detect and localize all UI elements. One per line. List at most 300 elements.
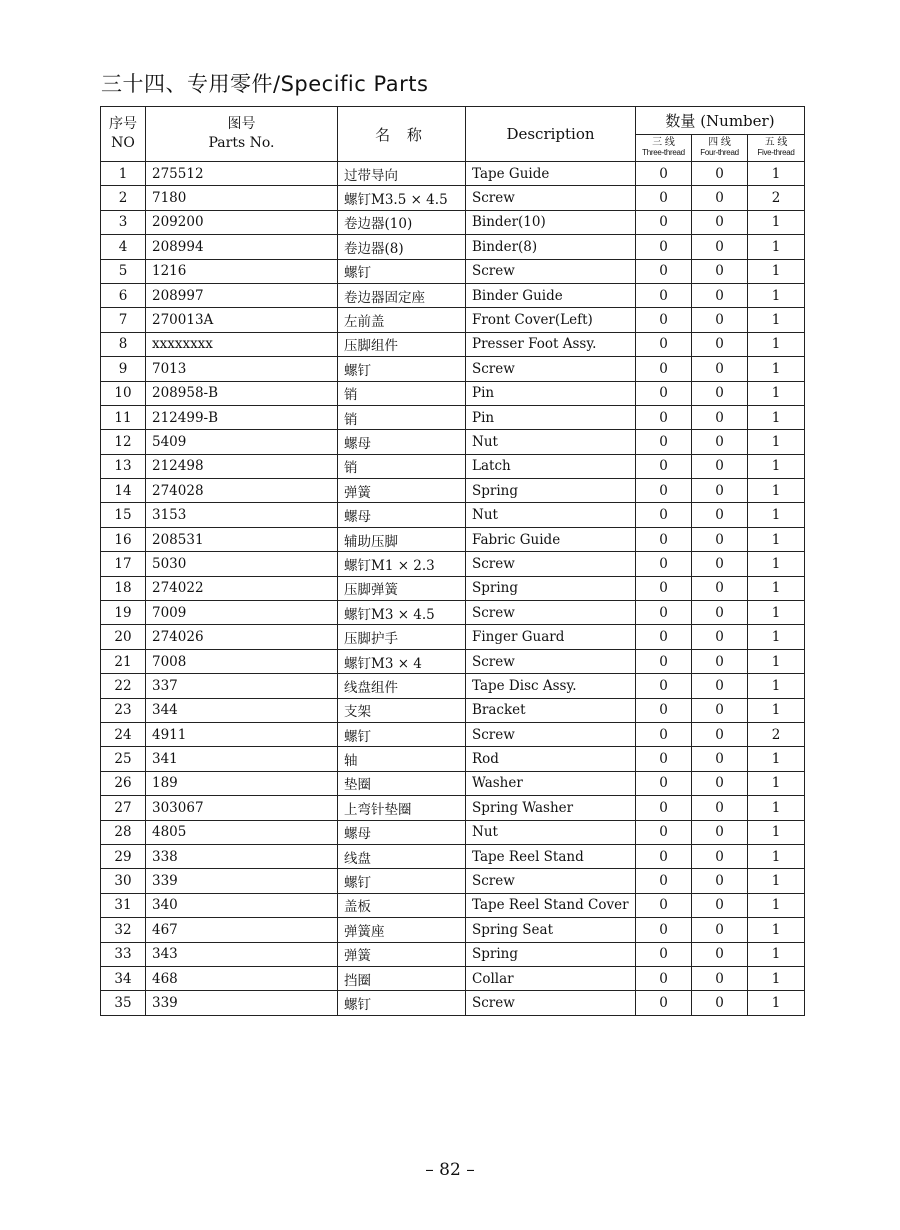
cell-qty-four: 0	[692, 479, 748, 503]
cell-qty-five: 1	[748, 625, 805, 649]
cell-qty-three: 0	[636, 698, 692, 722]
table-row	[101, 527, 805, 551]
cell-no: 4	[101, 235, 146, 259]
cell-qty-three: 0	[636, 479, 692, 503]
cell-no: 20	[101, 625, 146, 649]
cell-name: 螺母	[338, 820, 466, 844]
header-four-thread	[692, 135, 748, 162]
cell-qty-five: 1	[748, 844, 805, 868]
header-three-en: Three-thread	[642, 148, 685, 157]
cell-qty-three: 0	[636, 210, 692, 234]
cell-name: 左前盖	[338, 308, 466, 332]
cell-description: Tape Guide	[466, 162, 636, 186]
cell-part-no: 5030	[146, 552, 338, 576]
cell-qty-three: 0	[636, 625, 692, 649]
cell-description: Finger Guard	[466, 625, 636, 649]
cell-qty-three: 0	[636, 186, 692, 210]
cell-qty-four: 0	[692, 966, 748, 990]
cell-description: Bracket	[466, 698, 636, 722]
cell-no: 35	[101, 991, 146, 1015]
cell-part-no: 344	[146, 698, 338, 722]
header-three-cn: 三 线	[652, 137, 675, 148]
header-five-en: Five-thread	[757, 148, 795, 157]
cell-name: 弹簧座	[338, 918, 466, 942]
cell-qty-four: 0	[692, 820, 748, 844]
table-row	[101, 869, 805, 893]
cell-description: Screw	[466, 601, 636, 625]
cell-qty-four: 0	[692, 235, 748, 259]
cell-name: 螺钉	[338, 357, 466, 381]
cell-qty-four: 0	[692, 991, 748, 1015]
cell-part-no: 274026	[146, 625, 338, 649]
page-title: 三十四、专用零件/Specific Parts	[101, 72, 429, 96]
cell-description: Washer	[466, 771, 636, 795]
cell-qty-three: 0	[636, 820, 692, 844]
cell-qty-three: 0	[636, 405, 692, 429]
cell-qty-four: 0	[692, 357, 748, 381]
cell-name: 卷边器(8)	[338, 235, 466, 259]
cell-name: 弹簧	[338, 942, 466, 966]
cell-description: Spring Washer	[466, 796, 636, 820]
cell-qty-four: 0	[692, 527, 748, 551]
cell-part-no: 340	[146, 893, 338, 917]
cell-qty-three: 0	[636, 918, 692, 942]
table-row	[101, 625, 805, 649]
table-row	[101, 991, 805, 1015]
cell-qty-three: 0	[636, 357, 692, 381]
table-row	[101, 162, 805, 186]
cell-name: 压脚组件	[338, 332, 466, 356]
table-row	[101, 381, 805, 405]
cell-qty-four: 0	[692, 722, 748, 746]
cell-part-no: 303067	[146, 796, 338, 820]
table-row	[101, 235, 805, 259]
cell-qty-four: 0	[692, 430, 748, 454]
cell-qty-three: 0	[636, 552, 692, 576]
table-row	[101, 503, 805, 527]
cell-no: 21	[101, 649, 146, 673]
cell-description: Screw	[466, 869, 636, 893]
header-three-thread	[636, 135, 692, 162]
cell-description: Spring	[466, 942, 636, 966]
cell-qty-three: 0	[636, 332, 692, 356]
cell-name: 螺钉	[338, 991, 466, 1015]
cell-description: Tape Reel Stand Cover	[466, 893, 636, 917]
cell-part-no: 212499-B	[146, 405, 338, 429]
table-row	[101, 918, 805, 942]
cell-no: 14	[101, 479, 146, 503]
table-row	[101, 552, 805, 576]
cell-description: Screw	[466, 259, 636, 283]
cell-name: 弹簧	[338, 479, 466, 503]
cell-description: Screw	[466, 991, 636, 1015]
cell-description: Tape Reel Stand	[466, 844, 636, 868]
cell-qty-four: 0	[692, 576, 748, 600]
cell-part-no: 189	[146, 771, 338, 795]
table-row	[101, 479, 805, 503]
table-row	[101, 332, 805, 356]
cell-qty-three: 0	[636, 576, 692, 600]
cell-qty-five: 1	[748, 820, 805, 844]
cell-part-no: 7180	[146, 186, 338, 210]
table-row	[101, 430, 805, 454]
cell-name: 盖板	[338, 893, 466, 917]
table-row	[101, 966, 805, 990]
cell-qty-four: 0	[692, 747, 748, 771]
table-row	[101, 698, 805, 722]
cell-no: 12	[101, 430, 146, 454]
cell-description: Binder(10)	[466, 210, 636, 234]
cell-qty-four: 0	[692, 918, 748, 942]
cell-qty-four: 0	[692, 601, 748, 625]
cell-part-no: 208958-B	[146, 381, 338, 405]
cell-qty-four: 0	[692, 942, 748, 966]
cell-no: 5	[101, 259, 146, 283]
cell-qty-four: 0	[692, 186, 748, 210]
cell-part-no: 7008	[146, 649, 338, 673]
cell-no: 28	[101, 820, 146, 844]
cell-qty-five: 1	[748, 552, 805, 576]
cell-qty-three: 0	[636, 796, 692, 820]
cell-name: 销	[338, 381, 466, 405]
cell-name: 销	[338, 405, 466, 429]
cell-qty-five: 1	[748, 576, 805, 600]
cell-qty-five: 1	[748, 893, 805, 917]
cell-qty-four: 0	[692, 625, 748, 649]
cell-qty-five: 1	[748, 771, 805, 795]
cell-no: 2	[101, 186, 146, 210]
cell-no: 1	[101, 162, 146, 186]
table-row	[101, 942, 805, 966]
cell-qty-five: 1	[748, 796, 805, 820]
cell-qty-three: 0	[636, 966, 692, 990]
table-row	[101, 820, 805, 844]
cell-qty-four: 0	[692, 210, 748, 234]
cell-no: 9	[101, 357, 146, 381]
table-row	[101, 454, 805, 478]
cell-description: Binder(8)	[466, 235, 636, 259]
table-row	[101, 210, 805, 234]
cell-qty-four: 0	[692, 405, 748, 429]
cell-no: 33	[101, 942, 146, 966]
cell-name: 螺钉M3.5 × 4.5	[338, 186, 466, 210]
cell-qty-four: 0	[692, 381, 748, 405]
cell-description: Tape Disc Assy.	[466, 674, 636, 698]
cell-qty-five: 1	[748, 454, 805, 478]
cell-no: 10	[101, 381, 146, 405]
table-row	[101, 674, 805, 698]
cell-name: 螺钉	[338, 722, 466, 746]
cell-qty-three: 0	[636, 503, 692, 527]
cell-description: Rod	[466, 747, 636, 771]
cell-qty-four: 0	[692, 308, 748, 332]
cell-qty-four: 0	[692, 162, 748, 186]
cell-qty-five: 2	[748, 186, 805, 210]
cell-qty-five: 1	[748, 332, 805, 356]
cell-part-no: 7013	[146, 357, 338, 381]
cell-part-no: xxxxxxxx	[146, 332, 338, 356]
table-row	[101, 893, 805, 917]
cell-qty-five: 1	[748, 479, 805, 503]
cell-description: Spring	[466, 576, 636, 600]
cell-name: 挡圈	[338, 966, 466, 990]
cell-name: 销	[338, 454, 466, 478]
header-description: Description	[466, 107, 636, 162]
cell-description: Screw	[466, 186, 636, 210]
cell-part-no: 468	[146, 966, 338, 990]
cell-qty-three: 0	[636, 308, 692, 332]
cell-part-no: 339	[146, 991, 338, 1015]
header-parts-cn: 图号	[227, 116, 256, 132]
cell-qty-three: 0	[636, 771, 692, 795]
cell-no: 24	[101, 722, 146, 746]
table-row	[101, 576, 805, 600]
cell-no: 22	[101, 674, 146, 698]
cell-no: 27	[101, 796, 146, 820]
cell-description: Spring	[466, 479, 636, 503]
cell-qty-four: 0	[692, 649, 748, 673]
cell-qty-five: 1	[748, 259, 805, 283]
cell-name: 线盘组件	[338, 674, 466, 698]
cell-name: 螺钉	[338, 869, 466, 893]
header-five-cn: 五 线	[764, 137, 788, 148]
cell-qty-five: 1	[748, 527, 805, 551]
cell-description: Nut	[466, 430, 636, 454]
cell-qty-five: 1	[748, 747, 805, 771]
cell-qty-three: 0	[636, 381, 692, 405]
cell-qty-three: 0	[636, 991, 692, 1015]
cell-part-no: 270013A	[146, 308, 338, 332]
cell-qty-three: 0	[636, 454, 692, 478]
cell-no: 16	[101, 527, 146, 551]
cell-no: 26	[101, 771, 146, 795]
cell-part-no: 208994	[146, 235, 338, 259]
cell-qty-five: 1	[748, 381, 805, 405]
cell-description: Collar	[466, 966, 636, 990]
cell-name: 螺母	[338, 430, 466, 454]
cell-part-no: 4911	[146, 722, 338, 746]
parts-table-body	[101, 162, 805, 1016]
cell-name: 螺钉	[338, 259, 466, 283]
cell-description: Fabric Guide	[466, 527, 636, 551]
header-quantity: 数量 (Number)	[636, 107, 805, 135]
cell-qty-five: 1	[748, 966, 805, 990]
cell-no: 17	[101, 552, 146, 576]
cell-no: 18	[101, 576, 146, 600]
cell-qty-five: 1	[748, 405, 805, 429]
cell-description: Spring Seat	[466, 918, 636, 942]
parts-table	[100, 106, 805, 1016]
cell-qty-three: 0	[636, 869, 692, 893]
header-five-thread	[748, 135, 805, 162]
cell-qty-four: 0	[692, 503, 748, 527]
table-row	[101, 405, 805, 429]
cell-qty-five: 1	[748, 308, 805, 332]
header-four-cn: 四 线	[708, 137, 731, 148]
cell-description: Presser Foot Assy.	[466, 332, 636, 356]
cell-description: Binder Guide	[466, 283, 636, 307]
cell-part-no: 209200	[146, 210, 338, 234]
cell-no: 13	[101, 454, 146, 478]
table-row	[101, 796, 805, 820]
cell-no: 19	[101, 601, 146, 625]
cell-part-no: 5409	[146, 430, 338, 454]
cell-no: 3	[101, 210, 146, 234]
cell-qty-four: 0	[692, 283, 748, 307]
cell-part-no: 4805	[146, 820, 338, 844]
cell-part-no: 337	[146, 674, 338, 698]
cell-qty-three: 0	[636, 649, 692, 673]
cell-qty-four: 0	[692, 869, 748, 893]
page-number: – 82 –	[425, 1160, 475, 1180]
cell-description: Pin	[466, 381, 636, 405]
cell-qty-five: 1	[748, 649, 805, 673]
cell-name: 螺钉M1 × 2.3	[338, 552, 466, 576]
cell-qty-three: 0	[636, 283, 692, 307]
cell-qty-three: 0	[636, 259, 692, 283]
cell-part-no: 1216	[146, 259, 338, 283]
cell-qty-five: 2	[748, 722, 805, 746]
cell-qty-three: 0	[636, 844, 692, 868]
cell-qty-four: 0	[692, 552, 748, 576]
cell-name: 压脚弹簧	[338, 576, 466, 600]
table-row	[101, 649, 805, 673]
cell-qty-five: 1	[748, 503, 805, 527]
header-no-en: NO	[111, 135, 135, 151]
cell-part-no: 467	[146, 918, 338, 942]
cell-qty-three: 0	[636, 722, 692, 746]
cell-name: 螺钉M3 × 4	[338, 649, 466, 673]
cell-part-no: 3153	[146, 503, 338, 527]
cell-qty-four: 0	[692, 698, 748, 722]
table-row	[101, 259, 805, 283]
cell-description: Pin	[466, 405, 636, 429]
cell-description: Nut	[466, 503, 636, 527]
cell-part-no: 343	[146, 942, 338, 966]
cell-qty-four: 0	[692, 893, 748, 917]
cell-qty-three: 0	[636, 601, 692, 625]
cell-description: Screw	[466, 552, 636, 576]
header-parts-no	[146, 107, 338, 162]
cell-description: Front Cover(Left)	[466, 308, 636, 332]
cell-qty-three: 0	[636, 747, 692, 771]
cell-qty-four: 0	[692, 844, 748, 868]
cell-name: 线盘	[338, 844, 466, 868]
cell-no: 8	[101, 332, 146, 356]
table-row	[101, 747, 805, 771]
cell-description: Screw	[466, 649, 636, 673]
cell-name: 上弯针垫圈	[338, 796, 466, 820]
cell-qty-four: 0	[692, 674, 748, 698]
cell-qty-three: 0	[636, 893, 692, 917]
header-name: 名 称	[338, 107, 466, 162]
table-row	[101, 722, 805, 746]
cell-qty-five: 1	[748, 210, 805, 234]
cell-name: 压脚护手	[338, 625, 466, 649]
cell-qty-four: 0	[692, 454, 748, 478]
cell-qty-four: 0	[692, 796, 748, 820]
cell-qty-three: 0	[636, 674, 692, 698]
cell-part-no: 339	[146, 869, 338, 893]
cell-part-no: 338	[146, 844, 338, 868]
cell-qty-three: 0	[636, 162, 692, 186]
cell-name: 卷边器固定座	[338, 283, 466, 307]
cell-name: 辅助压脚	[338, 527, 466, 551]
cell-qty-three: 0	[636, 942, 692, 966]
cell-description: Screw	[466, 357, 636, 381]
table-row	[101, 357, 805, 381]
cell-qty-five: 1	[748, 283, 805, 307]
cell-no: 34	[101, 966, 146, 990]
cell-qty-three: 0	[636, 430, 692, 454]
table-row	[101, 283, 805, 307]
cell-description: Nut	[466, 820, 636, 844]
cell-part-no: 208531	[146, 527, 338, 551]
cell-part-no: 274028	[146, 479, 338, 503]
cell-no: 30	[101, 869, 146, 893]
cell-qty-five: 1	[748, 235, 805, 259]
table-row	[101, 186, 805, 210]
cell-qty-four: 0	[692, 259, 748, 283]
cell-qty-five: 1	[748, 674, 805, 698]
cell-name: 轴	[338, 747, 466, 771]
header-four-en: Four-thread	[700, 148, 739, 157]
cell-qty-four: 0	[692, 771, 748, 795]
cell-name: 过带导向	[338, 162, 466, 186]
cell-description: Latch	[466, 454, 636, 478]
cell-no: 15	[101, 503, 146, 527]
cell-name: 卷边器(10)	[338, 210, 466, 234]
cell-name: 支架	[338, 698, 466, 722]
cell-qty-three: 0	[636, 527, 692, 551]
cell-no: 23	[101, 698, 146, 722]
cell-no: 7	[101, 308, 146, 332]
cell-qty-five: 1	[748, 869, 805, 893]
cell-name: 螺钉M3 × 4.5	[338, 601, 466, 625]
cell-no: 6	[101, 283, 146, 307]
cell-part-no: 208997	[146, 283, 338, 307]
table-row	[101, 308, 805, 332]
cell-description: Screw	[466, 722, 636, 746]
cell-qty-five: 1	[748, 918, 805, 942]
cell-no: 11	[101, 405, 146, 429]
cell-no: 32	[101, 918, 146, 942]
cell-qty-five: 1	[748, 430, 805, 454]
cell-qty-five: 1	[748, 942, 805, 966]
table-row	[101, 771, 805, 795]
cell-name: 垫圈	[338, 771, 466, 795]
cell-qty-three: 0	[636, 235, 692, 259]
cell-part-no: 7009	[146, 601, 338, 625]
table-row	[101, 601, 805, 625]
cell-part-no: 341	[146, 747, 338, 771]
cell-no: 31	[101, 893, 146, 917]
header-no	[101, 107, 146, 162]
header-no-cn: 序号	[109, 116, 137, 132]
table-row	[101, 844, 805, 868]
cell-no: 29	[101, 844, 146, 868]
cell-part-no: 275512	[146, 162, 338, 186]
header-parts-en: Parts No.	[208, 135, 275, 151]
cell-name: 螺母	[338, 503, 466, 527]
cell-qty-five: 1	[748, 162, 805, 186]
cell-qty-five: 1	[748, 601, 805, 625]
cell-qty-five: 1	[748, 698, 805, 722]
cell-qty-five: 1	[748, 991, 805, 1015]
cell-part-no: 274022	[146, 576, 338, 600]
cell-qty-four: 0	[692, 332, 748, 356]
cell-qty-five: 1	[748, 357, 805, 381]
